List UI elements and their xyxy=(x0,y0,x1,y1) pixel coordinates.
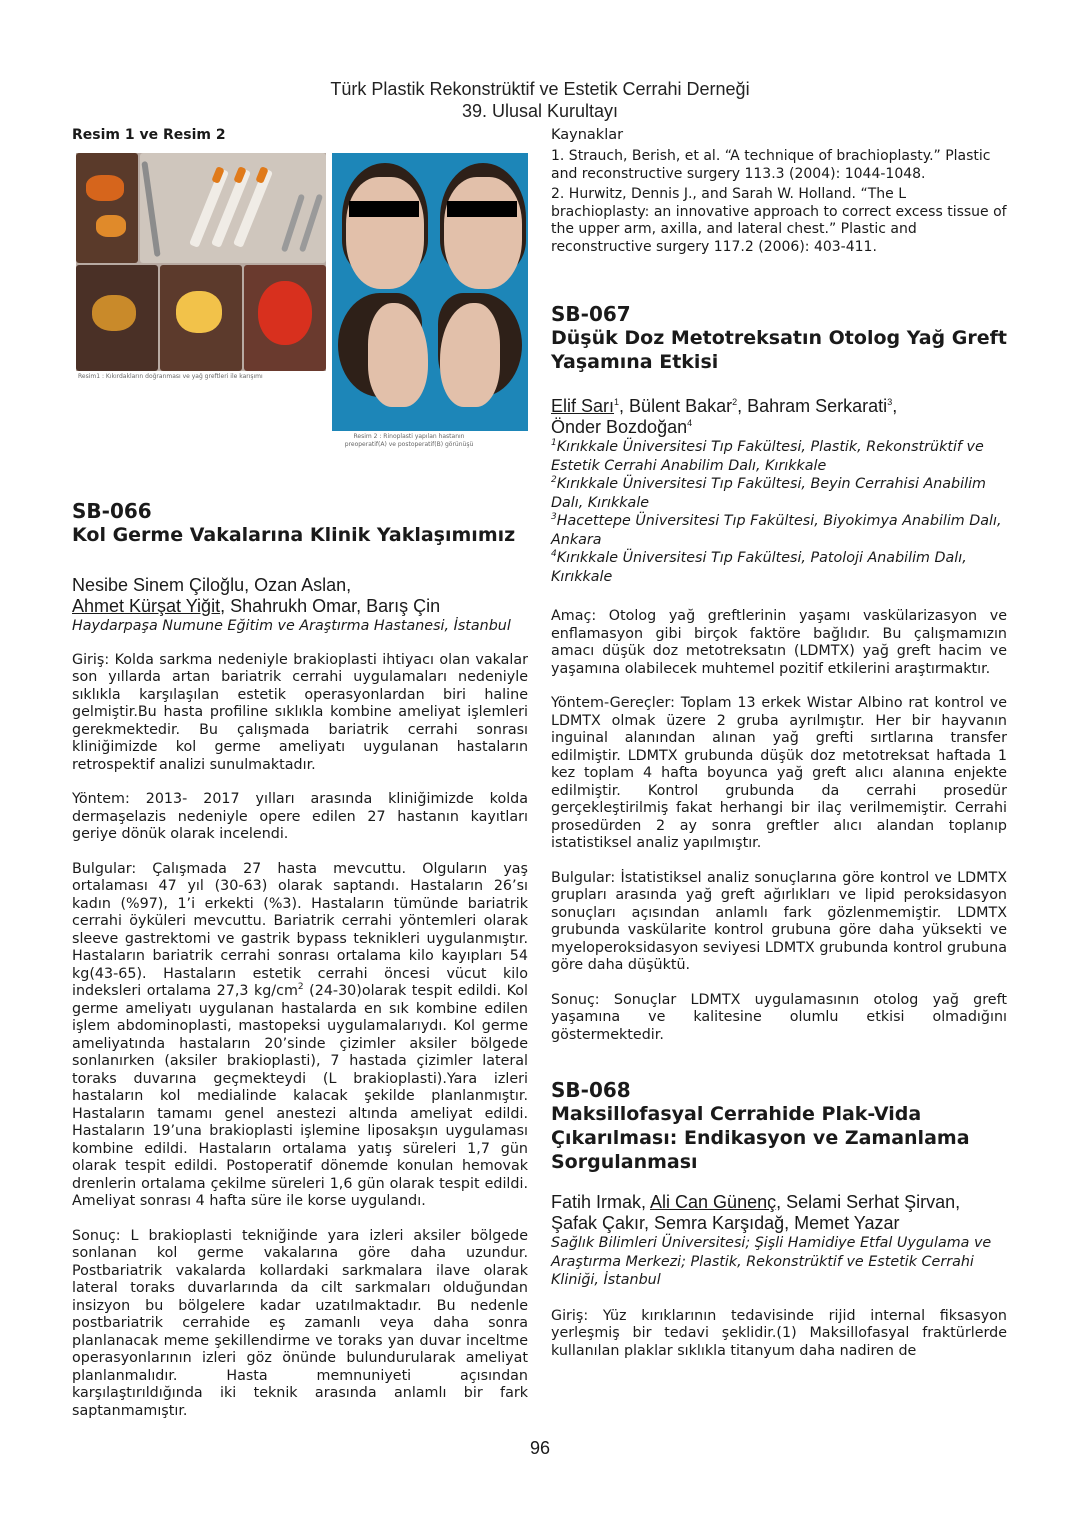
rhinoplasty-photo xyxy=(332,153,528,431)
reference-2: 2. Hurwitz, Dennis J., and Sarah W. Holland. “The L brachioplasty: an innovative approach to correct excess tissue of the upper arm, axilla, and lateral chest.” Plastic and reconstructive surgery 117.2 (2006): 403-411. xyxy=(551,186,1007,255)
sb066-giris: Giriş: Kolda sarkma nedeniyle brakioplasti ihtiyacı olan vakalar son yıllarda artan bariatrik cerrahi uygulamaları nedeniyle sıklıkla karşılaşılan estetik operasyonlardan biri haline gelmiştir.Bu hasta profiline sıklıkla kombine ameliyat işlemleri gerekmektedir. Bu çalışmada bariatrik cerrahi sonrası kliniğimizde kol germe ameliyatı uygulanan hastaların retrospektif analizi sunulmaktadır. xyxy=(72,651,528,773)
sb067-amac: Amaç: Otolog yağ greftlerinin yaşamı vaskülarizasyon ve enflamasyon gibi birçok faktöre bağlıdır. Bu çalışmamızın amacı düşük doz metotreksatın (LDMTX) yağ greft hacim ve yaşamına olabilecek muhtemel pozitif etkilerini araştırmaktır. xyxy=(551,608,1007,677)
sb068-title: Maksillofasyal Cerrahide Plak-Vida Çıkarılması: Endikasyon ve Zamanlama Sorgulanması xyxy=(551,1103,970,1173)
sb066-affiliation: Haydarpaşa Numune Eğitim ve Araştırma Hastanesi, İstanbul xyxy=(72,618,511,634)
sb067-affiliation-4: $^4$Kırıkkale Üniversitesi Tıp Fakültesi, Patoloji Anabilim Dalı, Kırıkkale xyxy=(551,549,967,585)
figure-label: Resim 1 ve Resim 2 xyxy=(72,127,226,143)
cartilage-graft-photo xyxy=(76,153,326,371)
sb067-authors: Elif Sarı$^1$, Bülent Bakar$^2$, Bahram Serkarati$^3$, Önder Bozdoğan$^4$ xyxy=(551,396,898,437)
left-column xyxy=(72,126,528,1420)
sb067-sonuc: Sonuç: Sonuçlar LDMTX uygulamasının otolog yağ greft yaşamına ve kalitesine olumlu etkisi olmadığını göstermektedir. xyxy=(551,991,1007,1043)
figure-caption-1: Resim1 : Kıkırdakların doğranması ve yağ greftleri ile karışımı xyxy=(78,373,263,380)
sb067-affiliation-2: $^2$Kırıkkale Üniversitesi Tıp Fakültesi, Beyin Cerrahisi Anabilim Dalı, Kırıkkale xyxy=(551,475,986,511)
sb068-giris: Giriş: Yüz kırıklarının tedavisinde rijid internal fiksasyon yerleşmiş bir tedavi şeklidir.(1) Maksillofasyal fraktürlerde kullanılan plaklar sıklıkla titanyum daha nadiren de xyxy=(551,1307,1007,1359)
sb068-affiliation: Sağlık Bilimleri Üniversitesi; Şişli Hamidiye Etfal Uygulama ve Araştırma Merkezi; Plastik, Rekonstrüktif ve Estetik Cerrahi Kliniği, İstanbul xyxy=(551,1235,992,1288)
right-column xyxy=(551,126,1007,1360)
society-name: Türk Plastik Rekonstrüktif ve Estetik Cerrahi Derneği xyxy=(330,79,750,99)
sb067-affiliation-3: $^3$Hacettepe Üniversitesi Tıp Fakültesi, Biyokimya Anabilim Dalı, Ankara xyxy=(551,512,1002,548)
sb066-code: SB-066 xyxy=(72,499,152,523)
sb067-title: Düşük Doz Metotreksatın Otolog Yağ Greft Yaşamına Etkisi xyxy=(551,327,1007,373)
sb066-authors: Nesibe Sinem Çiloğlu, Ozan Aslan, Ahmet Kürşat Yiğit, Shahrukh Omar, Barış Çin xyxy=(72,575,441,616)
sb066-title: Kol Germe Vakalarına Klinik Yaklaşımımız xyxy=(72,524,516,546)
sb068-code: SB-068 xyxy=(551,1078,631,1102)
congress-name: 39. Ulusal Kurultayı xyxy=(461,101,619,121)
presenting-author: Ali Can Günenç xyxy=(650,1192,777,1212)
presenting-author: Elif Sarı xyxy=(551,396,615,416)
eye-censor-bar xyxy=(349,201,419,217)
sb066-sonuc: Sonuç: L brakioplasti tekniğinde yara izleri aksiler bölgede sonlanan kol germe vakalarına göre daha uzundur. Postbariatrik vakalarda kollardaki sarkmalara ilave olarak lateral toraks duvarlarında da cilt sarkmaları olduğundan insizyon bu bölgelere kadar uzatılmaktadır. Bu nedenle postbariatrik cerrahide eş zamanlı veya daha sonra planlanacak meme şekillendirme ve toraks yan duvar inceltme operasyonlarının izleri göz önünde bulundurularak ameliyat planlanmalıdır. Hasta memnuniyeti açısından karşılaştırıldığında iki teknik arasında anlamlı bir fark saptanmamıştır. xyxy=(72,1227,528,1419)
sb066-bulgular: Bulgular: Çalışmada 27 hasta mevcuttu. Olguların yaş ortalaması 47 yıl (30-63) olarak saptandı. Hastaların 26’sı kadın (%97), 1’i erkekti (%3). Hastaların tümünde bariatrik cerrahi öyküleri mevcuttu. Bariatrik cerrahi yöntemleri olarak sleeve gastrektomi ve gastrik bypass teknikleri uygulanmıştır. Hastaların bariatrik cerrahi sonrası ortalama kilo kayıpları 54 kg(43-65). Hastaların estetik cerrahi öncesi vücut kilo indeksleri ortalama 27,3 $kg/cm^2$ (24-30)olarak tespit edildi. Kol germe ameliyatı uygulanan hastalarda en sık kombine edilen işlem abdominoplasti, mastopeksi uygulamalarıydı. Kol germe ameliyatında hastaların 20’sinde çizimler aksiler bölgede sonlanırken (aksiler brakioplasti), 7 hastada çizimler lateral toraks duvarına geçmekteydi (L brakioplasti).Yara izleri hastaların kol medialinde kalacak şekilde planlanmıştır. Hastaların tamamı genel anestezi altında ameliyat edildi. Hastaların 19’una brakioplasti işlemine liposakşın uygulaması kombine edildi. Hastaların ortalama yatış süreleri 1,7 gün olarak tespit edildi. Postoperatif dönemde konulan hemovak drenlerin ortalama çekilme süreleri 1,6 gün olarak tespit edildi. Ameliyat sonrası 4 hafta süre ile korse uygulandı. xyxy=(72,860,528,1209)
sb068-authors: Fatih Irmak, Ali Can Günenç, Selami Serhat Şirvan, Şafak Çakır, Semra Karşıdağ, Memet Yazar xyxy=(551,1192,961,1233)
eye-censor-bar xyxy=(447,201,517,217)
sb067-code: SB-067 xyxy=(551,302,631,326)
figure xyxy=(72,153,528,453)
sb066-yontem: Yöntem: 2013- 2017 yılları arasında kliniğimizde kolda dermaşelazis nedeniyle opere edilen 27 hastanın kayıtları geriye dönük olarak incelendi. xyxy=(72,791,528,842)
presenting-author: Ahmet Kürşat Yiğit xyxy=(72,596,221,616)
running-header xyxy=(0,78,1080,122)
figure-caption-2: Resim 2 : Rinoplasti yapılan hastanın preoperatif(A) ve postoperatif(B) görünüşü xyxy=(344,433,474,448)
sb067-yontem: Yöntem-Gereçler: Toplam 13 erkek Wistar Albino rat kontrol ve LDMTX olmak üzere 2 gruba ayrılmıştır. Her bir hayvanın inguinal alanından alınan yağ grefti sırtlarına transfer edilmiştir. LDMTX grubunda düşük doz metotreksat haftada 1 kez toplam 4 hafta boyunca yağ greft alıcı alanına enjekte edilmiştir. Kontrol grubunda da cerrahi prosedür gerçekleştirilmiş fakat herhangi bir ilaç verilmemiştir. Cerrahi prosedürden 2 ay sonra greftler alıcı alandan toplanıp istatistiksel analiz yapılmıştır. xyxy=(551,695,1007,851)
page-number: 96 xyxy=(529,1438,551,1458)
reference-1: 1. Strauch, Berish, et al. “A technique of brachioplasty.” Plastic and reconstructive surgery 113.3 (2004): 1044-1048. xyxy=(551,148,991,182)
sb067-bulgular: Bulgular: İstatistiksel analiz sonuçlarına göre kontrol ve LDMTX grupları arasında yağ greft ağırlıkları ve lipid peroksidasyon sonuçları açısından anlamlı fark gözlenmemiştir. LDMTX grubunda vaskülarite kontrol grubuna göre daha yüksekti ve myeloperoksidasyon seviyesi LDMTX grubunda kontrol grubuna göre daha düşüktü. xyxy=(551,869,1007,973)
sb067-affiliation-1: $^1$Kırıkkale Üniversitesi Tıp Fakültesi, Plastik, Rekonstrüktif ve Estetik Cerrahi Anabilim Dalı, Kırıkkale xyxy=(551,438,984,474)
references-heading: Kaynaklar xyxy=(551,127,624,143)
